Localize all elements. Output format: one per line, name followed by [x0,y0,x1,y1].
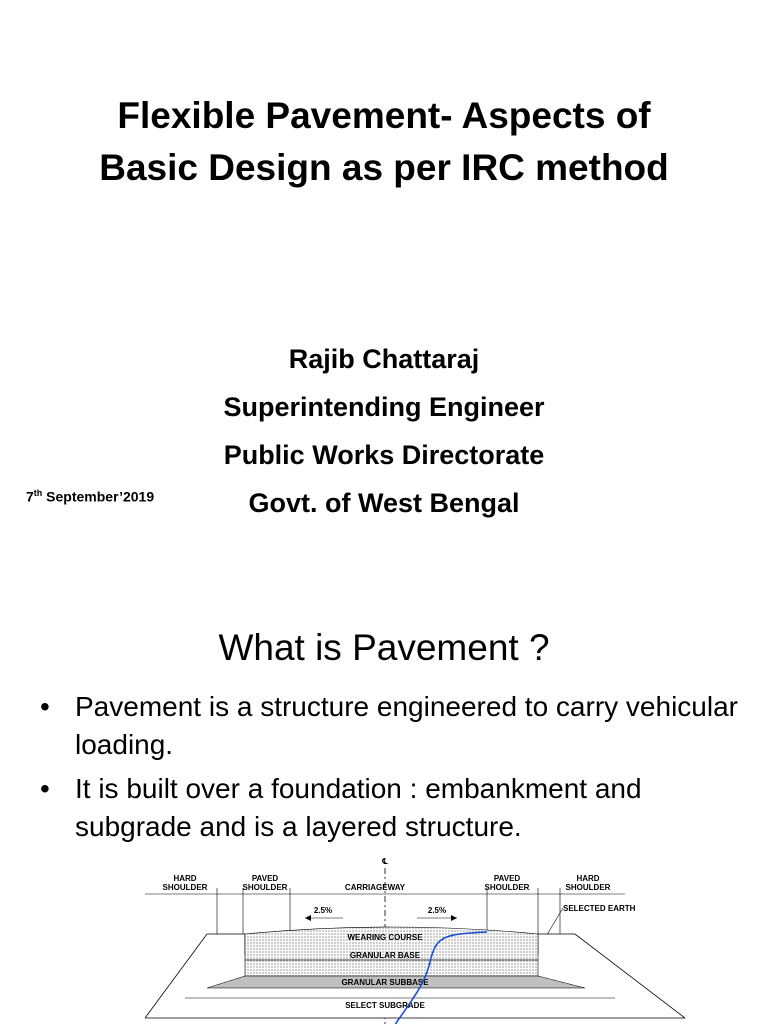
bullet-marker: • [40,773,50,804]
hard-shoulder-right-label-2: SHOULDER [565,883,611,892]
author-department: Public Works Directorate [223,440,545,470]
presentation-date [26,488,154,505]
bullet-text: Pavement is a structure engineered to carry vehicular loading. [75,691,738,760]
paved-shoulder-left-label-1: PAVED [251,874,279,883]
centerline-symbol: ℄ [382,858,388,866]
slope-left-arrowhead [305,915,311,921]
bullet-marker: • [40,691,50,722]
author-organization: Govt. of West Bengal [248,488,520,518]
author-name: Rajib Chattaraj [288,344,480,374]
bullet-item [40,770,740,846]
hard-shoulder-left-label-1: HARD [173,874,197,883]
paved-shoulder-left-label-2: SHOULDER [242,883,288,892]
title-line-1: Flexible Pavement- Aspects of [117,95,651,136]
bullet-text: It is built over a foundation : embankment and subgrade and is a layered structure. [75,773,642,842]
hard-shoulder-left-label-2: SHOULDER [162,883,208,892]
pavement-cross-section-diagram [145,858,685,1024]
author-designation: Superintending Engineer [223,392,545,422]
paved-shoulder-right-label-1: PAVED [493,874,521,883]
select-subgrade-label: SELECT SUBGRADE [345,1001,425,1010]
bullet-list [40,688,740,852]
granular-base-layer [245,960,538,976]
slide-2 [0,600,768,1024]
selected-earth-label: SELECTED EARTH [563,904,636,913]
slope-left-label: 2.5% [313,906,333,915]
slope-right-arrowhead [451,915,457,921]
granular-base-label: GRANULAR BASE [349,951,421,960]
title-line-2: Basic Design as per IRC method [99,147,669,188]
granular-subbase-label: GRANULAR SUBBASE [341,978,429,987]
carriageway-label: CARRIAGEWAY [344,883,406,892]
paved-shoulder-right-label-2: SHOULDER [484,883,530,892]
bullet-item [40,688,740,764]
slide-title: What is Pavement ? [218,627,550,668]
date-day: 7 [26,488,34,505]
date-rest: September’2019 [42,488,155,505]
wearing-course-label: WEARING COURSE [347,933,423,942]
slope-right-label: 2.5% [427,906,447,915]
hard-shoulder-right-label-1: HARD [576,874,600,883]
date-suffix: th [33,488,43,498]
slide-title [40,90,728,194]
